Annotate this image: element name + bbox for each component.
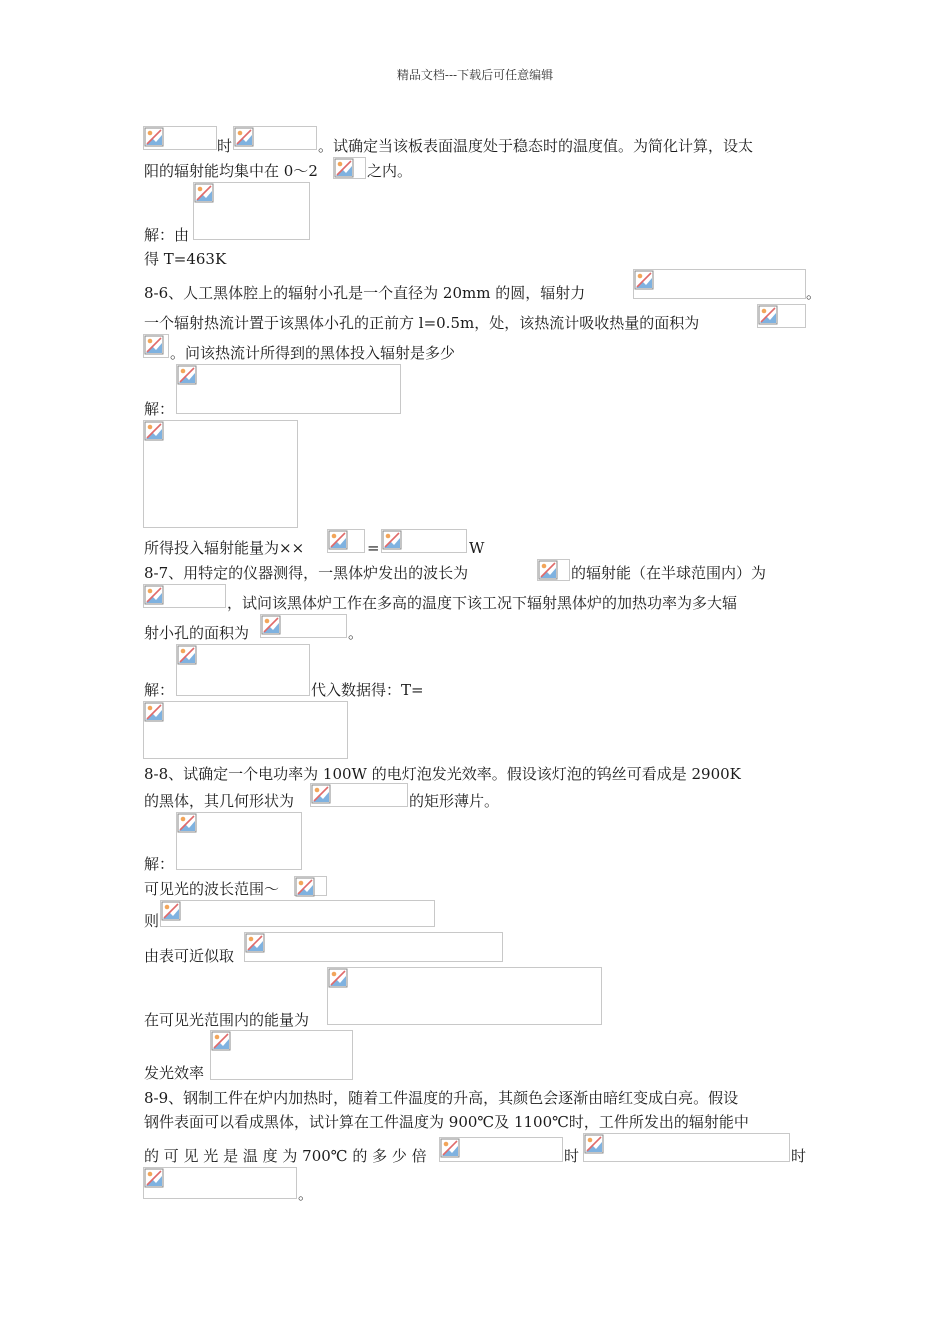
line-1b: 。试确定当该板表面温度处于稳态时的温度值。为简化计算，设太	[318, 137, 754, 155]
formula-image	[260, 614, 347, 638]
problem-8-6-line2: 一个辐射热流计置于该黑体小孔的正前方 l=0.5m，处，该热流计吸收热量的面积为	[144, 314, 700, 332]
broken-image-icon	[177, 813, 197, 833]
broken-image-icon	[584, 1134, 604, 1154]
then-label: 则	[144, 912, 160, 930]
efficiency-label: 发光效率	[144, 1064, 205, 1082]
formula-image	[143, 420, 298, 528]
formula-image	[537, 559, 570, 581]
broken-image-icon	[161, 901, 181, 921]
formula-image	[439, 1137, 563, 1162]
broken-image-icon	[144, 335, 164, 355]
formula-image	[210, 1030, 353, 1080]
formula-image	[143, 126, 217, 150]
line-2b: 之内。	[367, 162, 413, 180]
broken-image-icon	[144, 702, 164, 722]
problem-8-8: 8-8、试确定一个电功率为 100W 的电灯泡发光效率。假设该灯泡的钨丝可看成是 2900K	[144, 765, 741, 783]
result-line: 得 T=463K	[144, 250, 227, 268]
problem-8-7: 8-7、用特定的仪器测得，一黑体炉发出的波长为	[144, 564, 469, 582]
problem-8-6-line3: 。问该热流计所得到的黑体投入辐射是多少	[170, 344, 456, 362]
formula-image	[193, 182, 310, 240]
formula-image	[633, 269, 806, 299]
solution-label: 解：由	[144, 226, 190, 244]
problem-8-7-line2: ，试问该黑体炉工作在多高的温度下该工况下辐射黑体炉的加热功率为多大辐	[227, 594, 738, 612]
solution-label: 解：	[144, 681, 175, 699]
substitution-line: 代入数据得：T=	[311, 681, 424, 699]
problem-8-8-line2-end: 的矩形薄片。	[409, 792, 500, 810]
broken-image-icon	[177, 365, 197, 385]
broken-image-icon	[328, 530, 348, 550]
broken-image-icon	[295, 877, 315, 897]
solution-label: 解：	[144, 855, 175, 873]
broken-image-icon	[334, 158, 354, 178]
formula-image	[233, 126, 317, 150]
result-eq: =	[367, 539, 380, 557]
formula-image	[333, 157, 366, 179]
formula-image	[757, 304, 806, 328]
page-header: 精品文档---下载后可任意编辑	[396, 68, 554, 82]
broken-image-icon	[234, 127, 254, 147]
broken-image-icon	[245, 933, 265, 953]
broken-image-icon	[440, 1138, 460, 1158]
broken-image-icon	[144, 421, 164, 441]
broken-image-icon	[261, 615, 281, 635]
formula-image	[176, 644, 310, 696]
formula-image	[381, 529, 467, 553]
problem-8-7-line3: 射小孔的面积为	[144, 624, 250, 642]
problem-8-9-end: 。	[298, 1185, 314, 1203]
formula-image	[294, 876, 327, 896]
problem-8-9-when2: 时	[791, 1147, 807, 1165]
formula-image	[310, 783, 408, 807]
broken-image-icon	[144, 585, 164, 605]
line-1a: 时	[217, 137, 233, 155]
broken-image-icon	[144, 127, 164, 147]
formula-image	[143, 1167, 297, 1199]
problem-8-8-line2: 的黑体，其几何形状为	[144, 792, 295, 810]
problem-8-6: 8-6、人工黑体腔上的辐射小孔是一个直径为 20mm 的圆，辐射力	[144, 284, 586, 302]
broken-image-icon	[328, 968, 348, 988]
broken-image-icon	[144, 1168, 164, 1188]
broken-image-icon	[382, 530, 402, 550]
problem-8-9-when1: 时	[564, 1147, 580, 1165]
formula-image	[327, 967, 602, 1025]
formula-image	[176, 812, 302, 870]
solution-label: 解：	[144, 400, 175, 418]
result-unit: W	[469, 539, 485, 557]
broken-image-icon	[311, 784, 331, 804]
formula-image	[143, 584, 226, 608]
broken-image-icon	[634, 270, 654, 290]
formula-image	[143, 334, 169, 358]
broken-image-icon	[758, 305, 778, 325]
broken-image-icon	[211, 1031, 231, 1051]
problem-8-9: 8-9、钢制工件在炉内加热时，随着工件温度的升高，其颜色会逐渐由暗红变成白亮。假设	[144, 1089, 739, 1107]
problem-8-7-end: 。	[348, 624, 364, 642]
formula-image	[160, 900, 435, 927]
problem-8-9-line2: 钢件表面可以看成黑体，试计算在工件温度为 900℃及 1100℃时，工件所发出的辐射能中	[144, 1113, 749, 1131]
broken-image-icon	[538, 560, 558, 580]
formula-image	[583, 1133, 790, 1162]
formula-image	[176, 364, 401, 414]
approx-label: 由表可近似取	[144, 947, 235, 965]
formula-image	[327, 529, 365, 553]
problem-8-6-end: 。	[806, 284, 822, 302]
broken-image-icon	[177, 645, 197, 665]
line-2a: 阳的辐射能均集中在 0～2	[144, 162, 318, 180]
problem-8-7-b: 的辐射能（在半球范围内）为	[571, 564, 767, 582]
problem-8-9-line3: 的 可 见 光 是 温 度 为 700℃ 的 多 少 倍	[144, 1147, 427, 1165]
energy-label: 在可见光范围内的能量为	[144, 1011, 310, 1029]
visible-range: 可见光的波长范围～	[144, 880, 280, 898]
formula-image	[244, 932, 503, 962]
formula-image	[143, 701, 348, 759]
result-line: 所得投入辐射能量为××	[144, 539, 305, 557]
broken-image-icon	[194, 183, 214, 203]
